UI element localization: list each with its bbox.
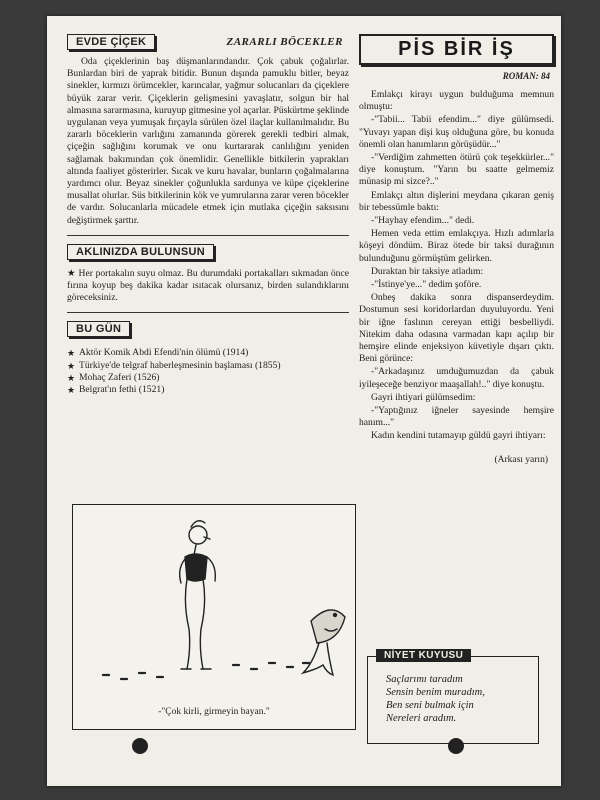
serial-paragraph: Emlakçı kirayı uygun bulduğuma memnun olmuştu: [359,89,554,113]
serial-paragraph: -"Verdiğim zahmetten ötürü çok teşekkürler..." diye konuştum. "Yarın bu saatte gelmemiz münasip mi sizce?.." [359,152,554,188]
continued-note: (Arkası yarın) [494,454,548,465]
serial-paragraph: Duraktan bir taksiye atladım: [371,265,484,277]
divider [67,312,349,313]
serial-paragraph: -"Hayhay efendim..." dedi. [371,215,475,227]
section-label-evde-cicek: EVDE ÇİÇEK [67,34,155,50]
article-kicker: ZARARLI BÖCEKLER [226,36,343,48]
cartoon-panel [72,504,356,730]
today-events-list [67,347,349,396]
serial-title-box [359,34,554,65]
newspaper-clipping [47,16,561,786]
cartoon-illustration [73,505,355,695]
serial-paragraph: Kadın kendini tutamayıp güldü gayri ihtiyarı: [371,430,546,442]
poem-line: Nereleri aradım. [386,713,457,724]
serial-paragraph: Hemen veda ettim emlakçıya. Hızlı adımlarla köşeyi döndüm. Biraz ötede bir taksi durağının bulunduğunu görmüştüm gelirken. [359,228,554,264]
poem-line: Ben seni bulmak için [386,700,474,711]
home-flower-header [67,34,349,50]
serial-paragraph: Gayri ihtiyari gülümsedim: [371,391,476,403]
event-item: ★ Mohaç Zaferi (1526) [67,372,349,384]
serial-paragraph: -"Arkadaşınız umduğumuzdan da çabuk iyileşeceğe benziyor maaşallah!.." diye konuştu. [359,366,554,390]
event-item: ★ Aktör Komik Abdi Efendi'nin ölümü (1914) [67,347,349,359]
serial-paragraph: -"İstinye'ye..." dedim şoföre. [371,279,482,291]
episode-number: ROMAN: 84 [502,71,550,81]
section-label-today: BU GÜN [67,321,130,337]
event-item: ★ Belgrat'ın fethi (1521) [67,384,349,396]
tip-text: ★ Her portakalın suyu olmaz. Bu durumdaki portakalları sıkmadan önce fırına koyup beş dakika kadar ısıtacak olursanız, birden sulandıklarını göreceksiniz. [67,267,349,304]
punch-hole [132,738,148,754]
left-column [67,34,349,396]
cartoon-caption: -"Çok kirli, girmeyin bayan." [158,707,270,717]
serial-title: PİS BİR İŞ [398,38,515,60]
poem-line: Sensin benim muradım, [386,687,485,698]
poem-line: Saçlarımı taradım [386,674,463,685]
serial-paragraph: Onbeş dakika sonra dispanserdeydim. Dostumun sesi koridorlardan duyuluyordu. Yeni bir iğne faslının cereyan ettiği besbelliydi. Nitekim daha odasına varmadan kapı açılıp bir hemşire elinde enjeksiyon küvetiyle dışarı çıktı. Beni görünce: [359,292,554,365]
serial-paragraph: Emlakçı altın dişlerini meydana çıkaran geniş bir tebessümle baktı: [359,189,554,213]
niyet-kuyusu-label: NİYET KUYUSU [376,649,471,662]
divider [67,235,349,236]
pests-article: Oda çiçeklerinin baş düşmanlarındandır. Çok çabuk çoğalırlar. Bunlardan biri de yaprak bitidir. Bunun dışında pamuklu bitler, beyaz sinekler, kırmızı örümcekler, karıncalar, yağmur solucanları da çiçeklere büyük zarar verir. Çiçeklerin gelişmesini yavaşlatır, solgun bir hal almasına sararmasına, kuruyup gitmesine yol açarlar. Püskürtme şeklinde uygulanan veya yumuşak fırçayla sürülen özel ilaçlar kullanılmalıdır. Bu zararlı böceklerin varlığını zamanında görerek gerekli tedbiri almak, çiçeğin sağlığını korumak ve onu kurtararak canlılığını yeniden sağlamak bakımından çok önemlidir. Genellikle bitkilerin yaprakları altında faaliyet gösterirler. Sıcak ve kuru havalar, bunların çoğalmalarına yardımcı olur. Beyaz sinekler çoğunlukla sardunya ve küpe çiçeklerine musallat olurlar. Süs bitkilerinin kök ve yumrularına zarar veren böcekler de vardır. Solucanlarla mücadele etmek için mutlaka çiçeğin saksısını değiştirmek şarttır. [67,56,349,226]
niyet-kuyusu-box [367,650,539,744]
serial-paragraph: -"Yaptığınız iğneler sayesinde hemşire hanım..." [359,405,554,429]
punch-hole [448,738,464,754]
right-column [359,34,554,465]
section-label-tip: AKLINIZDA BULUNSUN [67,244,214,260]
serial-paragraph: -"Tabii... Tabii efendim..." diye gülümsedi. "Yuvayı yapan dişi kuş olduğuna göre, bu konuda önemli olan hanımların görüşüdür..." [359,114,554,150]
event-item: ★ Türkiye'de telgraf haberleşmesinin başlaması (1855) [67,360,349,372]
poem [386,673,485,725]
